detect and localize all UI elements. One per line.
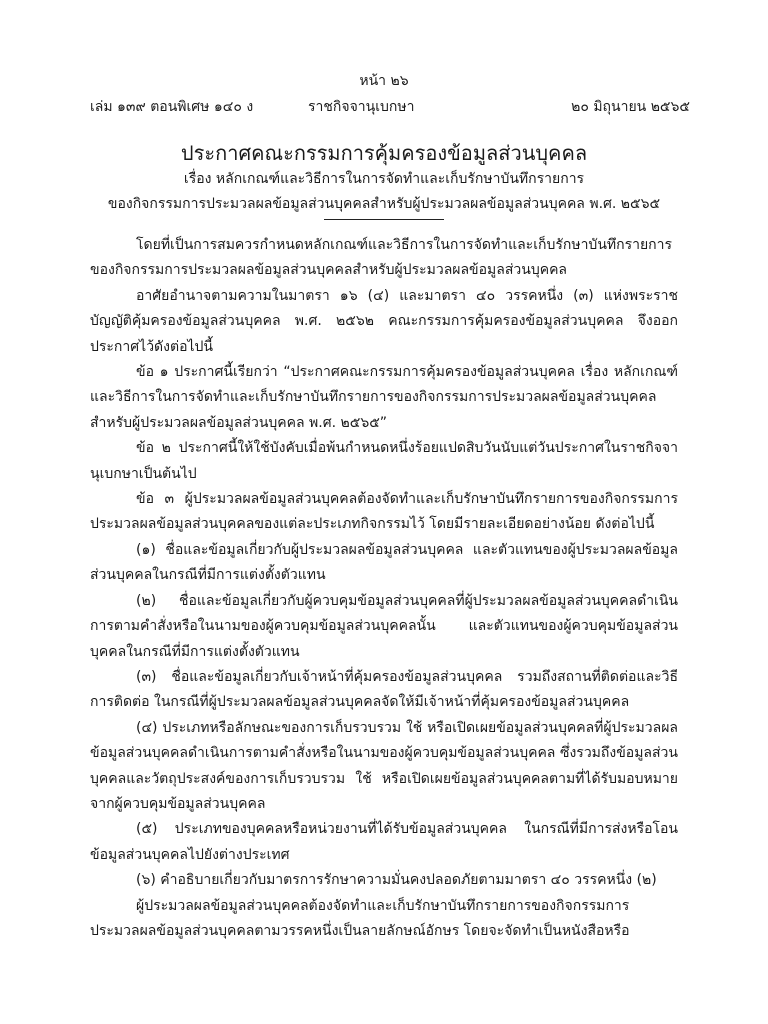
clause-1: ข้อ ๑ ประกาศนี้เรียกว่า “ประกาศคณะกรรมการคุ้มครองข้อมูลส่วนบุคคล เรื่อง หลักเกณฑ์และวิธีการในการจัดทำและเก็บรักษาบันทึกรายการของกิจกรรมการประมวลผลข้อมูลส่วนบุคคลสำหรับผู้ประมวลผลข้อมูลส่วนบุคคล พ.ศ. ๒๕๖๕” — [90, 364, 678, 431]
volume-issue: เล่ม ๑๓๙ ตอนพิเศษ ๑๔๐ ง — [90, 99, 254, 115]
title-divider — [324, 219, 444, 220]
gazette-name: ราชกิจจานุเบกษา — [308, 99, 415, 115]
preamble-paragraph: โดยที่เป็นการสมควรกำหนดหลักเกณฑ์และวิธีการในการจัดทำและเก็บรักษาบันทึกรายการของกิจกรรมการประมวลผลข้อมูลส่วนบุคคลสำหรับผู้ประมวลผลข้อมูลส่วนบุคคล — [90, 237, 673, 279]
clause-2: ข้อ ๒ ประกาศนี้ให้ใช้บังคับเมื่อพ้นกำหนดหนึ่งร้อยแปดสิบวันนับแต่วันประกาศในราชกิจจานุเบกษาเป็นต้นไป — [90, 440, 678, 482]
announcement-title: ประกาศคณะกรรมการคุ้มครองข้อมูลส่วนบุคคล — [180, 141, 588, 165]
clause-3-item-5: (๕) ประเภทของบุคคลหรือหน่วยงานที่ได้รับข้อมูลส่วนบุคคล ในกรณีที่มีการส่งหรือโอนข้อมูลส่วนบุคคลไปยังต่างประเทศ — [90, 821, 678, 863]
clause-3-item-6: (๖) คำอธิบายเกี่ยวกับมาตรการรักษาความมั่นคงปลอดภัยตามมาตรา ๔๐ วรรคหนึ่ง (๒) — [136, 872, 657, 889]
clause-3-item-2: (๒) ชื่อและข้อมูลเกี่ยวกับผู้ควบคุมข้อมูลส่วนบุคคลที่ผู้ประมวลผลข้อมูลส่วนบุคคลดำเนินการตามคำสั่งหรือในนามของผู้ควบคุมข้อมูลส่วนบุคคลนั้น และตัวแทนของผู้ควบคุมข้อมูลส่วนบุคคลในกรณีที่มีการแต่งตั้งตัวแทน — [90, 592, 678, 660]
clause-3-paragraph-2: ผู้ประมวลผลข้อมูลส่วนบุคคลต้องจัดทำและเก็บรักษาบันทึกรายการของกิจกรรมการประมวลผลข้อมูลส่วนบุคคลตามวรรคหนึ่งเป็นลายลักษณ์อักษร โดยจะจัดทำเป็นหนังสือหรือ — [90, 897, 630, 939]
clause-3-item-4: (๔) ประเภทหรือลักษณะของการเก็บรวบรวม ใช้ หรือเปิดเผยข้อมูลส่วนบุคคลที่ผู้ประมวลผลข้อมูลส่วนบุคคลดำเนินการตามคำสั่งหรือในนามของผู้ควบคุมข้อมูลส่วนบุคคล ซึ่งรวมถึงข้อมูลส่วนบุคคลและวัตถุประสงค์ของการเก็บรวบรวม ใช้ หรือเปิดเผยข้อมูลส่วนบุคคลตามที่ได้รับมอบหมายจากผู้ควบคุมข้อมูลส่วนบุคคล — [90, 719, 678, 812]
clause-3-item-3: (๓) ชื่อและข้อมูลเกี่ยวกับเจ้าหน้าที่คุ้มครองข้อมูลส่วนบุคคล รวมถึงสถานที่ติดต่อและวิธีการติดต่อ ในกรณีที่ผู้ประมวลผลข้อมูลส่วนบุคคลจัดให้มีเจ้าหน้าที่คุ้มครองข้อมูลส่วนบุคคล — [90, 668, 678, 711]
page-number: หน้า ๒๖ — [359, 73, 409, 89]
subject-line-1: เรื่อง หลักเกณฑ์และวิธีการในการจัดทำและเก็บรักษาบันทึกรายการ — [183, 171, 585, 187]
subject-line-2: ของกิจกรรมการประมวลผลข้อมูลส่วนบุคคลสำหรับผู้ประมวลผลข้อมูลส่วนบุคคล พ.ศ. ๒๕๖๕ — [107, 196, 661, 212]
authority-paragraph: อาศัยอำนาจตามความในมาตรา ๑๖ (๔) และมาตรา ๔๐ วรรคหนึ่ง (๓) แห่งพระราชบัญญัติคุ้มครองข้อมูลส่วนบุคคล พ.ศ. ๒๕๖๒ คณะกรรมการคุ้มครองข้อมูลส่วนบุคคล จึงออกประกาศไว้ดังต่อไปนี้ — [90, 287, 678, 355]
document-body — [90, 233, 678, 944]
clause-3-item-1: (๑) ชื่อและข้อมูลเกี่ยวกับผู้ประมวลผลข้อมูลส่วนบุคคล และตัวแทนของผู้ประมวลผลข้อมูลส่วนบุคคลในกรณีที่มีการแต่งตั้งตัวแทน — [90, 541, 678, 584]
clause-3: ข้อ ๓ ผู้ประมวลผลข้อมูลส่วนบุคคลต้องจัดทำและเก็บรักษาบันทึกรายการของกิจกรรมการประมวลผลข้อมูลส่วนบุคคลของแต่ละประเภทกิจกรรมไว้ โดยมีรายละเอียดอย่างน้อย ดังต่อไปนี้ — [90, 491, 678, 533]
publication-date: ๒๐ มิถุนายน ๒๕๖๕ — [571, 99, 690, 115]
